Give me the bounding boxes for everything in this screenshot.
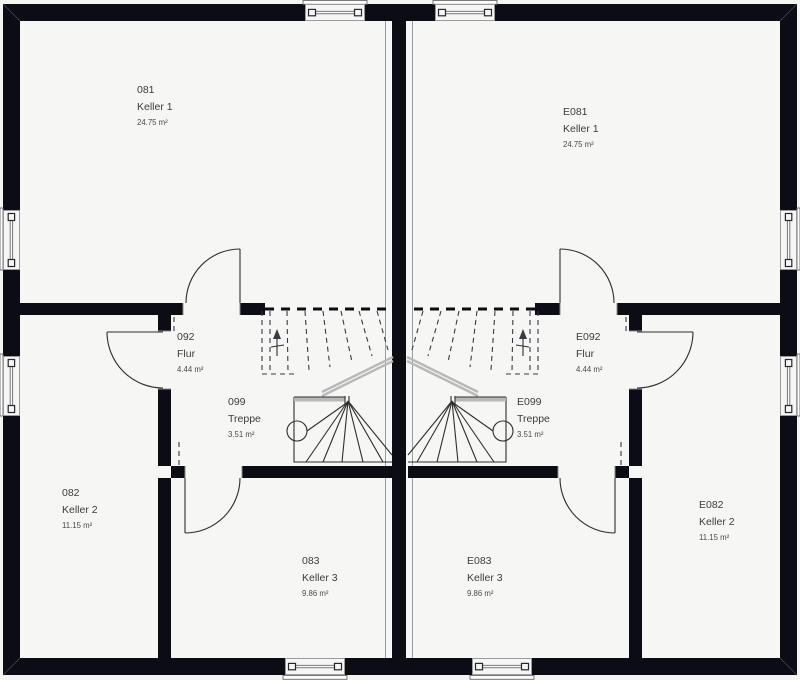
window-sill	[0, 354, 3, 416]
window-icon	[473, 659, 532, 675]
room-name: Keller 2	[62, 504, 98, 516]
room-name: Keller 3	[302, 572, 338, 584]
room-name: Keller 3	[467, 572, 503, 584]
room-area: 3.51 m²	[228, 430, 255, 439]
window-icon	[781, 211, 797, 270]
room-id: E081	[563, 106, 588, 118]
room-area: 4.44 m²	[177, 365, 204, 374]
window-icon	[286, 659, 345, 675]
room-id: 081	[137, 84, 155, 96]
room-area: 9.86 m²	[302, 589, 329, 598]
room-id: 099	[228, 396, 246, 408]
room-name: Treppe	[228, 413, 261, 425]
room-name: Keller 1	[563, 123, 599, 135]
room-area: 9.86 m²	[467, 589, 494, 598]
room-id: E099	[517, 396, 542, 408]
window-icon	[4, 357, 20, 416]
room-name: Flur	[576, 348, 595, 360]
window-sill	[433, 1, 497, 5]
room-id: E082	[699, 499, 724, 511]
room-name: Treppe	[517, 413, 550, 425]
window-icon	[781, 357, 797, 416]
room-name: Flur	[177, 348, 196, 360]
room-id: E083	[467, 555, 492, 567]
room-id: E092	[576, 331, 601, 343]
room-area: 24.75 m²	[137, 118, 168, 127]
window-sill	[470, 676, 534, 680]
room-id: 092	[177, 331, 195, 343]
window-icon	[436, 5, 495, 21]
window-sill	[283, 676, 347, 680]
room-name: Keller 1	[137, 101, 173, 113]
room-area: 3.51 m²	[517, 430, 544, 439]
room-name: Keller 2	[699, 516, 735, 528]
room-area: 11.15 m²	[699, 533, 730, 542]
room-id: 083	[302, 555, 320, 567]
window-icon	[4, 211, 20, 270]
room-id: 082	[62, 487, 80, 499]
window-sill	[0, 208, 3, 270]
window-sill	[303, 1, 367, 5]
room-area: 11.15 m²	[62, 521, 93, 530]
window-icon	[306, 5, 365, 21]
room-area: 4.44 m²	[576, 365, 603, 374]
room-area: 24.75 m²	[563, 140, 594, 149]
